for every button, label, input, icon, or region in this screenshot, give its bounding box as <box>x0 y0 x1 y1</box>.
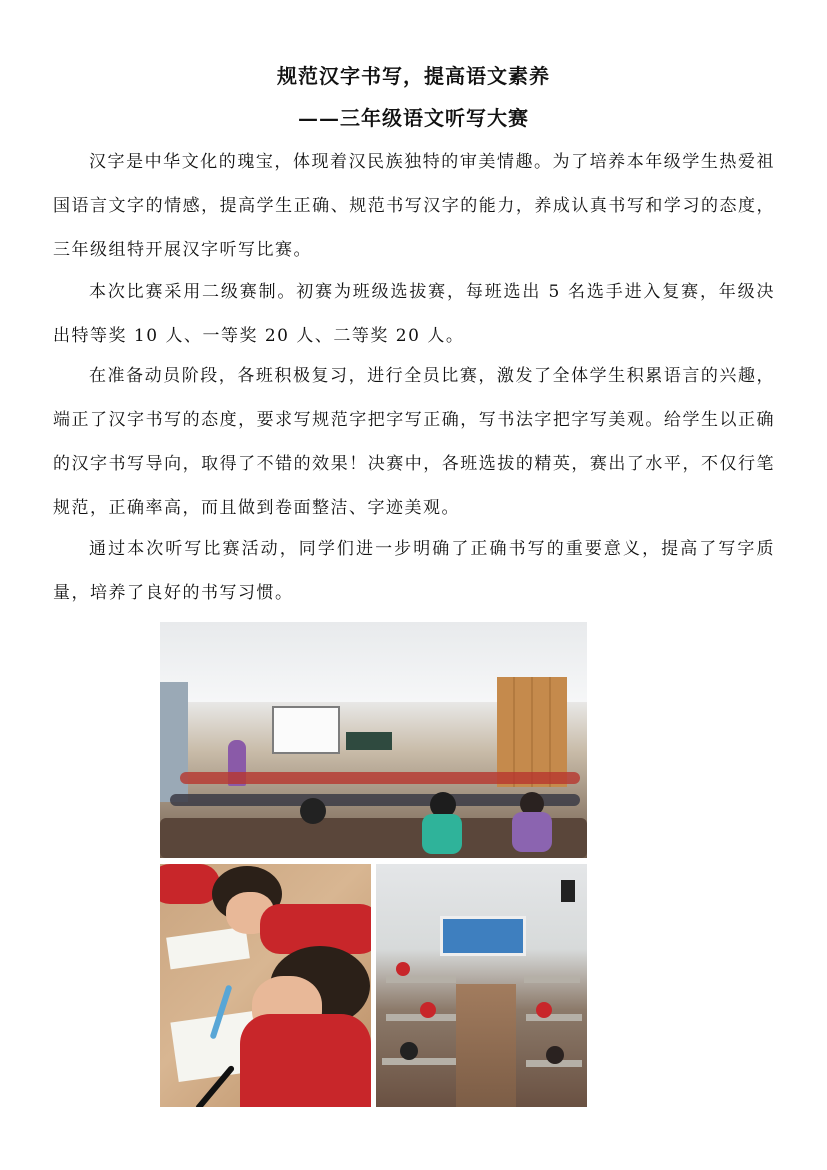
classroom-competition-photo <box>160 622 587 858</box>
paragraph-summary: 通过本次听写比赛活动，同学们进一步明确了正确书写的重要意义，提高了写字质量，培养了良好的书写习惯。 <box>53 539 775 603</box>
paragraph-intro: 汉字是中华文化的瑰宝，体现着汉民族独特的审美情趣。为了培养本年级学生热爱祖国语言文字的情感，提高学生正确、规范书写汉字的能力，养成认真书写和学习的态度，三年级组特开展汉字听写比赛。 <box>53 152 775 260</box>
paragraph-format: 本次比赛采用二级赛制。初赛为班级选拔赛，每班选出 5 名选手进入复赛，年级决出特等奖 10 人、一等奖 20 人、二等奖 20 人。 <box>53 282 775 346</box>
students-writing-closeup-photo <box>160 864 371 1107</box>
projector-screen <box>272 706 340 754</box>
exam-hall-photo <box>376 864 587 1107</box>
hall-banner <box>440 916 526 956</box>
document-title: 规范汉字书写，提高语文素养 <box>277 64 550 88</box>
paragraph-process: 在准备动员阶段，各班积极复习，进行全员比赛，激发了全体学生积累语言的兴趣，端正了汉字书写的态度，要求写规范字把字写正确，写书法字把字写美观。给学生以正确的汉字书写导向，取得了不错的效果！决赛中，各班选拔的精英，赛出了水平，不仅行笔规范，正确率高，而且做到卷面整洁、字迹美观。 <box>53 366 775 518</box>
document-subtitle: ——三年级语文听写大赛 <box>298 106 529 130</box>
blackboard <box>346 732 392 750</box>
